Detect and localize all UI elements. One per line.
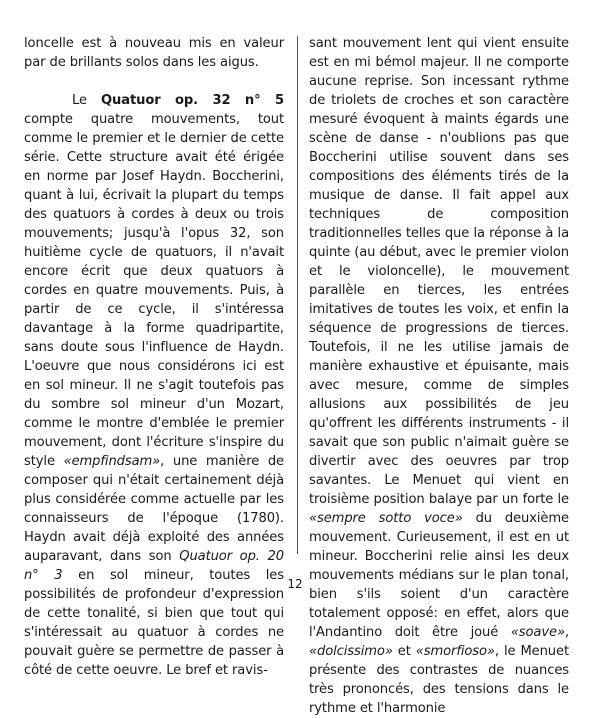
paragraph-text: et <box>392 644 416 659</box>
paragraph-text: , le Menuet présente des contrastes de nuances très prononcés, des tensions dans le rythme et l'harmonie <box>309 644 569 716</box>
paragraph-slow-movement <box>309 34 569 718</box>
paragraph-quatuor-op32-5 <box>24 91 284 680</box>
italic-term: «dolcissimo» <box>309 644 393 659</box>
paragraph-text: sant mouvement lent qui vient ensuite est en mi bémol majeur. Il ne comporte aucune reprise. Son incessant rythme de triolets de croches et son caractère mesuré évoquent à maints égards une scène de danse - n'oublions pas que Boccherini utilise souvent dans ses compositions des éléments tirés de la musique de danse. Il fait appel aux techniques de composition traditionnelles telles que la réponse à la quinte (au début, avec le premier violon et le violoncelle), le mouvement parallèle en tierces, les entrées imitatives de toutes les voix, et enfin la séquence de progressions de tierces. Toutefois, il ne les utilise jamais de manière exhaustive et épuisante, mais avec mesure, comme de simples allusions aux possibilités de jeu qu'offrent les différents instruments - il savait que son public n'aimait guère se divertir avec des oeuvres par trop savantes. Le Menuet qui vient en troisième position balaye par un forte le <box>309 36 569 507</box>
page-number: 12 <box>287 577 303 591</box>
paragraph-text: Le <box>72 93 101 108</box>
work-title: Quatuor op. 32 n° 5 <box>100 93 285 108</box>
italic-term: «smorfioso» <box>415 644 495 659</box>
italic-term: «empfindsam» <box>63 454 161 469</box>
paragraph-text: , <box>564 625 569 640</box>
right-column <box>309 34 569 718</box>
paragraph-text: du deuxième mouvement. Curieusement, il est en ut mineur. Boccherini relie ainsi les deux mouvements médians sur le plan tonal, bien s'ils soient d'un caractère totalement opposé: en effet, alors que l'Andantino doit être joué <box>309 511 569 640</box>
paragraph-continuation <box>24 34 284 72</box>
paragraph-text: en sol mineur, toutes les possibilités de profondeur d'expression de cette tonalité, si bien que tout qui s'intéressait au quatuor à cordes ne pouvait guère se permettre de passer à côté de cette oeuvre. Le bref et ravis- <box>24 568 284 678</box>
paragraph-text: compte quatre mouvements, tout comme le premier et le dernier de cette série. Cette structure avait été érigée en norme par Josef Haydn. Boccherini, quant à lui, écrivait la plupart du temps des quatuors à cordes à deux ou trois mouvements; jusqu'à l'opus 32, son huitième cycle de quatuors, il n'avait encore écrit que deux quatuors à cordes en quatre mouvements. Puis, à partir de ce cycle, il s'intéressa davantage à la forme quadripartite, sans doute sous l'influence de Haydn. L'oeuvre que nous considérons ici est en sol mineur. Il ne s'agit toutefois pas du sombre sol mineur d'un Mozart, comme le montre d'emblée le premier mouvement, dont l'écriture s'inspire du style <box>24 112 284 469</box>
italic-work-title: Quatuor op. 20 n° 3 <box>24 549 285 583</box>
paragraph-spacer <box>24 72 284 91</box>
column-divider <box>297 36 298 554</box>
paragraph-text: , une manière de composer qui n'était certainement déjà plus considérée comme actuelle par les connaisseurs de l'époque (1780). Haydn avait déjà exploité des années auparavant, dans son <box>24 454 284 564</box>
paragraph-text: loncelle est à nouveau mis en valeur par de brillants solos dans les aigus. <box>24 36 284 70</box>
italic-term: «soave» <box>510 625 565 640</box>
italic-term: «sempre sotto voce» <box>309 511 463 526</box>
